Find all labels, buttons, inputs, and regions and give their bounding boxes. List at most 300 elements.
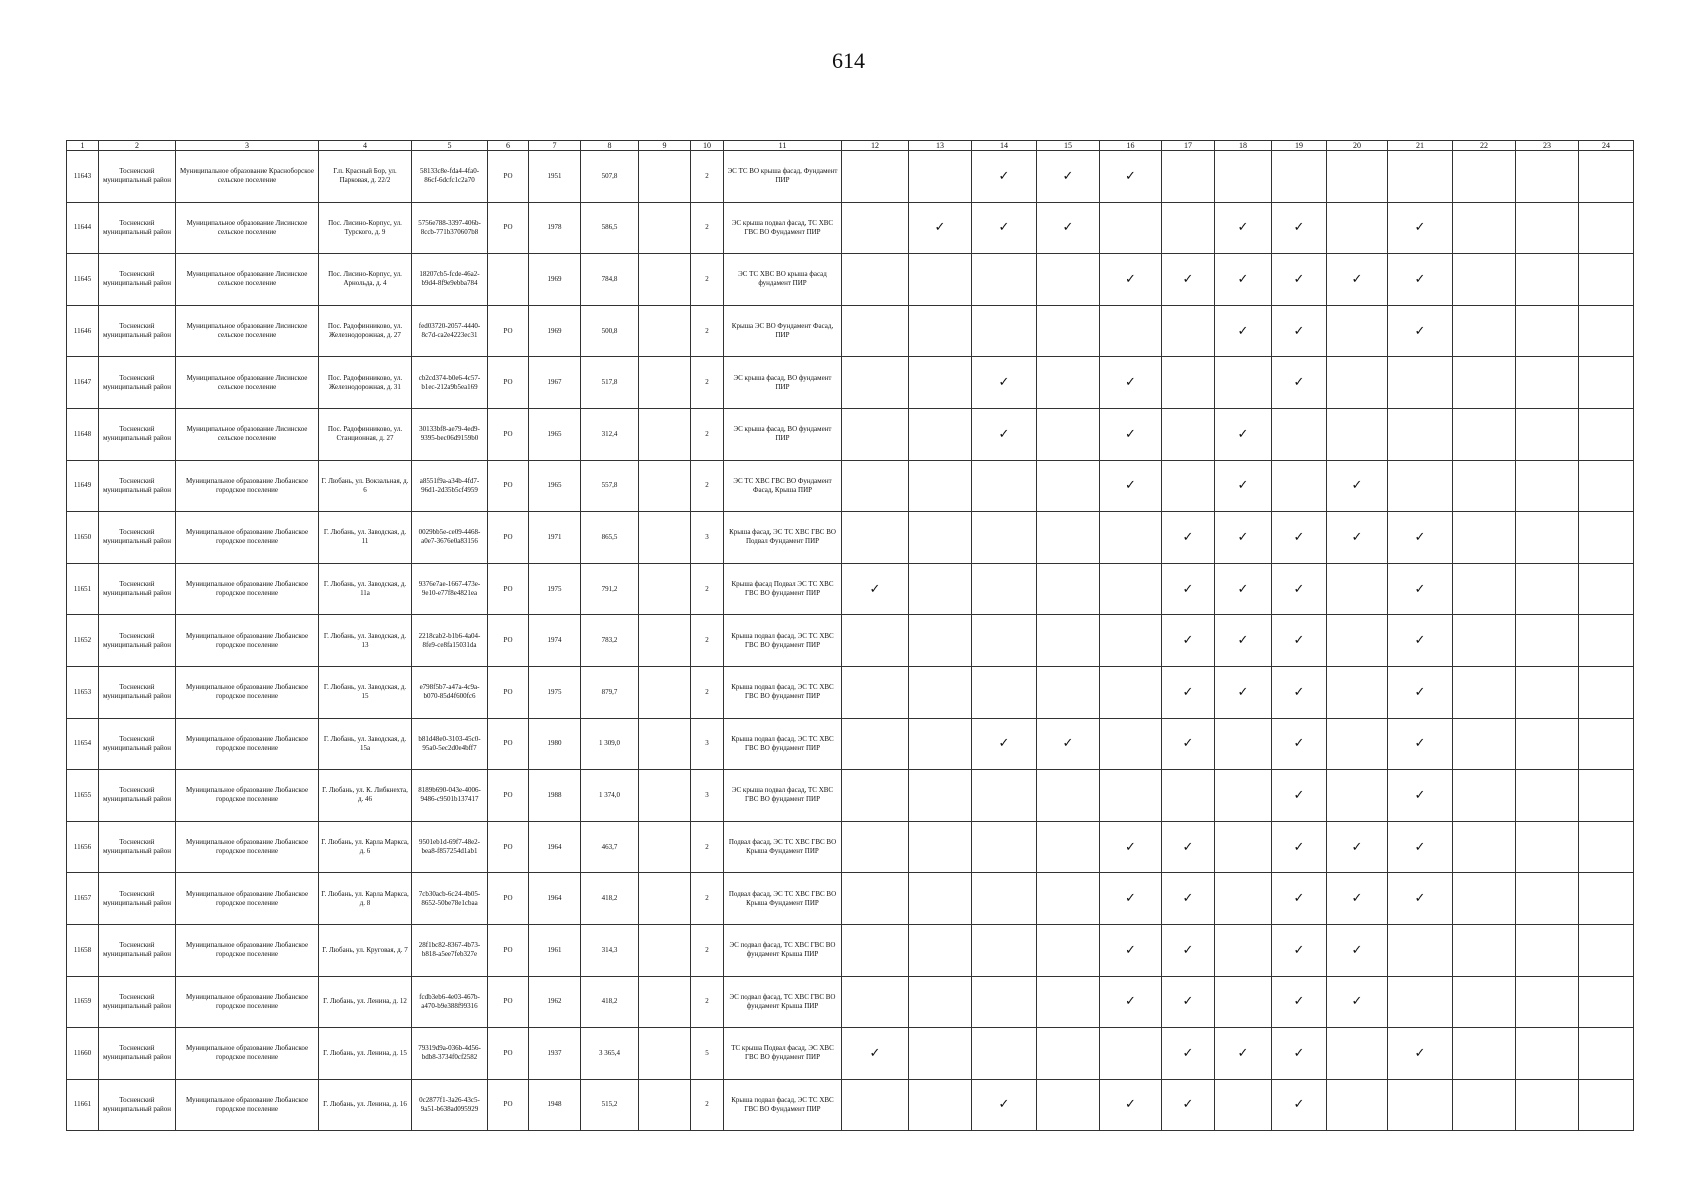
area-value: 418,2: [581, 873, 639, 925]
municipality: Муниципальное образование Любанское городское поселение: [176, 821, 319, 873]
district: Тосненский муниципальный район: [99, 305, 176, 357]
year-built: 1974: [529, 615, 581, 667]
check-mark-icon: ✓: [1272, 615, 1327, 667]
house-id: 0029bb5e-ce09-4468-a0e7-3676e0a83156: [412, 512, 488, 564]
empty-cell: [1037, 512, 1100, 564]
column-header-16: 16: [1100, 141, 1162, 151]
empty-cell: [1516, 254, 1579, 306]
record-number: 11654: [67, 718, 99, 770]
table-row: [67, 666, 1634, 718]
empty-cell: [1579, 666, 1634, 718]
address: Г. Любань, ул. Карла Маркса, д. 6: [319, 821, 412, 873]
empty-cell: [842, 151, 909, 203]
col-9-value: [639, 821, 691, 873]
col-10-value: 2: [691, 821, 724, 873]
col-10-value: 2: [691, 615, 724, 667]
year-built: 1964: [529, 873, 581, 925]
works-list: Подвал фасад, ЭС ТС ХВС ГВС ВО Крыша Фундамент ПИР: [724, 821, 842, 873]
table-body: [67, 151, 1634, 1131]
empty-cell: [909, 357, 972, 409]
empty-cell: [909, 305, 972, 357]
empty-cell: [1162, 408, 1215, 460]
col-10-value: 3: [691, 770, 724, 822]
empty-cell: [1579, 408, 1634, 460]
ownership-type: РО: [488, 924, 529, 976]
check-mark-icon: ✓: [1327, 821, 1388, 873]
municipality: Муниципальное образование Любанское городское поселение: [176, 1079, 319, 1131]
column-header-2: 2: [99, 141, 176, 151]
check-mark-icon: ✓: [1100, 873, 1162, 925]
empty-cell: [1327, 202, 1388, 254]
col-10-value: 2: [691, 976, 724, 1028]
check-mark-icon: ✓: [1272, 873, 1327, 925]
record-number: 11658: [67, 924, 99, 976]
check-mark-icon: ✓: [1272, 512, 1327, 564]
works-list: ЭС крыша подвал фасад, ТС ХВС ГВС ВО Фундамент ПИР: [724, 202, 842, 254]
check-mark-icon: ✓: [1388, 563, 1453, 615]
record-number: 11643: [67, 151, 99, 203]
empty-cell: [1516, 873, 1579, 925]
area-value: 507,8: [581, 151, 639, 203]
municipality: Муниципальное образование Любанское городское поселение: [176, 1028, 319, 1080]
table-row: [67, 512, 1634, 564]
col-10-value: 2: [691, 151, 724, 203]
empty-cell: [1453, 460, 1516, 512]
check-mark-icon: ✓: [972, 408, 1037, 460]
empty-cell: [1516, 770, 1579, 822]
empty-cell: [1100, 666, 1162, 718]
district: Тосненский муниципальный район: [99, 666, 176, 718]
check-mark-icon: ✓: [1215, 512, 1272, 564]
col-9-value: [639, 408, 691, 460]
record-number: 11648: [67, 408, 99, 460]
works-list: Крыша подвал фасад, ЭС ТС ХВС ГВС ВО Фундамент ПИР: [724, 1079, 842, 1131]
house-id: fed03720-2057-4440-8c7d-ca2e4223ec31: [412, 305, 488, 357]
housing-registry-table: [66, 140, 1634, 1131]
empty-cell: [842, 976, 909, 1028]
year-built: 1980: [529, 718, 581, 770]
empty-cell: [1516, 718, 1579, 770]
empty-cell: [1037, 408, 1100, 460]
empty-cell: [1453, 1079, 1516, 1131]
works-list: ЭС ТС ХВС ВО крыша фасад фундамент ПИР: [724, 254, 842, 306]
municipality: Муниципальное образование Любанское городское поселение: [176, 563, 319, 615]
empty-cell: [1579, 976, 1634, 1028]
empty-cell: [1037, 770, 1100, 822]
col-10-value: 3: [691, 718, 724, 770]
col-9-value: [639, 305, 691, 357]
empty-cell: [1516, 460, 1579, 512]
col-10-value: 2: [691, 1079, 724, 1131]
area-value: 515,2: [581, 1079, 639, 1131]
empty-cell: [1579, 770, 1634, 822]
record-number: 11646: [67, 305, 99, 357]
area-value: 517,8: [581, 357, 639, 409]
address: Г. Любань, ул. Ленина, д. 16: [319, 1079, 412, 1131]
column-header-3: 3: [176, 141, 319, 151]
check-mark-icon: ✓: [1388, 770, 1453, 822]
district: Тосненский муниципальный район: [99, 357, 176, 409]
check-mark-icon: ✓: [1100, 1079, 1162, 1131]
empty-cell: [1037, 305, 1100, 357]
empty-cell: [1516, 512, 1579, 564]
col-9-value: [639, 563, 691, 615]
empty-cell: [1327, 1028, 1388, 1080]
col-10-value: 3: [691, 512, 724, 564]
address: Г. Любань, ул. Заводская, д. 15: [319, 666, 412, 718]
column-header-9: 9: [639, 141, 691, 151]
empty-cell: [909, 254, 972, 306]
empty-cell: [1516, 976, 1579, 1028]
table-row: [67, 976, 1634, 1028]
year-built: 1975: [529, 666, 581, 718]
check-mark-icon: ✓: [1388, 821, 1453, 873]
check-mark-icon: ✓: [842, 563, 909, 615]
check-mark-icon: ✓: [1272, 1079, 1327, 1131]
address: Г. Любань, ул. Круговая, д. 7: [319, 924, 412, 976]
check-mark-icon: ✓: [972, 151, 1037, 203]
works-list: Крыша подвал фасад, ЭС ТС ХВС ГВС ВО фундамент ПИР: [724, 666, 842, 718]
empty-cell: [1100, 202, 1162, 254]
table-row: [67, 873, 1634, 925]
address: Пос. Радофинниково, ул. Железнодорожная, д. 27: [319, 305, 412, 357]
column-header-21: 21: [1388, 141, 1453, 151]
table-row: [67, 924, 1634, 976]
page-number: 614: [832, 48, 865, 73]
check-mark-icon: ✓: [842, 1028, 909, 1080]
ownership-type: РО: [488, 305, 529, 357]
empty-cell: [972, 976, 1037, 1028]
house-id: 5756e788-3397-406b-8ccb-771b370607b8: [412, 202, 488, 254]
area-value: 463,7: [581, 821, 639, 873]
empty-cell: [1327, 151, 1388, 203]
ownership-type: РО: [488, 821, 529, 873]
empty-cell: [1453, 1028, 1516, 1080]
check-mark-icon: ✓: [1162, 1028, 1215, 1080]
check-mark-icon: ✓: [1388, 512, 1453, 564]
col-9-value: [639, 924, 691, 976]
empty-cell: [909, 563, 972, 615]
empty-cell: [1162, 151, 1215, 203]
empty-cell: [1453, 924, 1516, 976]
record-number: 11653: [67, 666, 99, 718]
municipality: Муниципальное образование Любанское городское поселение: [176, 770, 319, 822]
area-value: 1 309,0: [581, 718, 639, 770]
empty-cell: [909, 821, 972, 873]
ownership-type: РО: [488, 512, 529, 564]
check-mark-icon: ✓: [1162, 821, 1215, 873]
empty-cell: [1037, 873, 1100, 925]
empty-cell: [842, 821, 909, 873]
empty-cell: [1388, 357, 1453, 409]
address: Г. Любань, ул. Заводская, д. 13: [319, 615, 412, 667]
empty-cell: [1453, 770, 1516, 822]
col-9-value: [639, 718, 691, 770]
empty-cell: [1215, 151, 1272, 203]
district: Тосненский муниципальный район: [99, 408, 176, 460]
column-header-24: 24: [1579, 141, 1634, 151]
empty-cell: [1453, 821, 1516, 873]
empty-cell: [842, 924, 909, 976]
check-mark-icon: ✓: [1388, 615, 1453, 667]
area-value: 784,8: [581, 254, 639, 306]
empty-cell: [1327, 718, 1388, 770]
col-10-value: 2: [691, 202, 724, 254]
empty-cell: [1579, 202, 1634, 254]
address: Г.п. Красный Бор, ул. Парковая, д. 22/2: [319, 151, 412, 203]
works-list: Крыша фасад, ЭС ТС ХВС ГВС ВО Подвал Фундамент ПИР: [724, 512, 842, 564]
empty-cell: [909, 666, 972, 718]
empty-cell: [1272, 151, 1327, 203]
year-built: 1978: [529, 202, 581, 254]
empty-cell: [1215, 873, 1272, 925]
check-mark-icon: ✓: [1327, 976, 1388, 1028]
district: Тосненский муниципальный район: [99, 718, 176, 770]
area-value: 865,5: [581, 512, 639, 564]
empty-cell: [1327, 408, 1388, 460]
empty-cell: [972, 305, 1037, 357]
check-mark-icon: ✓: [1327, 460, 1388, 512]
empty-cell: [972, 460, 1037, 512]
empty-cell: [842, 1079, 909, 1131]
house-id: cb2cd374-b0e6-4c57-b1ec-212a9b5ea169: [412, 357, 488, 409]
table-row: [67, 770, 1634, 822]
house-id: 18207cb5-fcde-46a2-b9d4-8f9e9ebba784: [412, 254, 488, 306]
empty-cell: [1516, 666, 1579, 718]
area-value: 791,2: [581, 563, 639, 615]
empty-cell: [1272, 460, 1327, 512]
column-header-18: 18: [1215, 141, 1272, 151]
empty-cell: [1516, 563, 1579, 615]
area-value: 586,5: [581, 202, 639, 254]
empty-cell: [1100, 615, 1162, 667]
empty-cell: [1037, 1028, 1100, 1080]
col-9-value: [639, 151, 691, 203]
check-mark-icon: ✓: [1162, 666, 1215, 718]
check-mark-icon: ✓: [1100, 976, 1162, 1028]
empty-cell: [1453, 357, 1516, 409]
municipality: Муниципальное образование Лисинское сельское поселение: [176, 408, 319, 460]
district: Тосненский муниципальный район: [99, 770, 176, 822]
check-mark-icon: ✓: [1272, 666, 1327, 718]
empty-cell: [909, 976, 972, 1028]
empty-cell: [909, 615, 972, 667]
empty-cell: [1037, 615, 1100, 667]
house-id: a8551f9a-a34b-4fd7-96d1-2d35b5cf4959: [412, 460, 488, 512]
empty-cell: [1516, 305, 1579, 357]
ownership-type: РО: [488, 770, 529, 822]
column-header-1: 1: [67, 141, 99, 151]
empty-cell: [1327, 563, 1388, 615]
municipality: Муниципальное образование Любанское городское поселение: [176, 666, 319, 718]
empty-cell: [1388, 151, 1453, 203]
check-mark-icon: ✓: [1272, 1028, 1327, 1080]
house-id: 28f1bc82-8367-4b73-b818-a5ee7feb327e: [412, 924, 488, 976]
empty-cell: [909, 512, 972, 564]
empty-cell: [1453, 563, 1516, 615]
table-row: [67, 1028, 1634, 1080]
empty-cell: [1579, 254, 1634, 306]
table-row: [67, 821, 1634, 873]
check-mark-icon: ✓: [972, 357, 1037, 409]
year-built: 1962: [529, 976, 581, 1028]
empty-cell: [1516, 1079, 1579, 1131]
ownership-type: РО: [488, 460, 529, 512]
column-header-23: 23: [1516, 141, 1579, 151]
municipality: Муниципальное образование Любанское городское поселение: [176, 976, 319, 1028]
municipality: Муниципальное образование Любанское городское поселение: [176, 615, 319, 667]
ownership-type: РО: [488, 357, 529, 409]
empty-cell: [842, 770, 909, 822]
empty-cell: [842, 254, 909, 306]
empty-cell: [909, 770, 972, 822]
works-list: ЭС крыша фасад, ВО фундамент ПИР: [724, 357, 842, 409]
ownership-type: РО: [488, 1079, 529, 1131]
check-mark-icon: ✓: [1388, 1028, 1453, 1080]
check-mark-icon: ✓: [1162, 976, 1215, 1028]
check-mark-icon: ✓: [1327, 254, 1388, 306]
works-list: Крыша подвал фасад, ЭС ТС ХВС ГВС ВО фундамент ПИР: [724, 718, 842, 770]
check-mark-icon: ✓: [1037, 151, 1100, 203]
check-mark-icon: ✓: [1100, 254, 1162, 306]
check-mark-icon: ✓: [1215, 563, 1272, 615]
column-header-14: 14: [972, 141, 1037, 151]
empty-cell: [972, 254, 1037, 306]
year-built: 1964: [529, 821, 581, 873]
record-number: 11649: [67, 460, 99, 512]
municipality: Муниципальное образование Лисинское сельское поселение: [176, 357, 319, 409]
empty-cell: [909, 460, 972, 512]
record-number: 11647: [67, 357, 99, 409]
empty-cell: [1215, 976, 1272, 1028]
district: Тосненский муниципальный район: [99, 1028, 176, 1080]
empty-cell: [1579, 512, 1634, 564]
year-built: 1975: [529, 563, 581, 615]
empty-cell: [1100, 563, 1162, 615]
empty-cell: [972, 770, 1037, 822]
col-9-value: [639, 873, 691, 925]
col-9-value: [639, 976, 691, 1028]
house-id: 9501eb1d-69f7-48e2-bea8-f857254d1ab1: [412, 821, 488, 873]
empty-cell: [1037, 666, 1100, 718]
empty-cell: [1579, 718, 1634, 770]
empty-cell: [1579, 924, 1634, 976]
empty-cell: [1516, 357, 1579, 409]
empty-cell: [842, 202, 909, 254]
empty-cell: [842, 512, 909, 564]
empty-cell: [1516, 821, 1579, 873]
check-mark-icon: ✓: [1162, 512, 1215, 564]
check-mark-icon: ✓: [1388, 666, 1453, 718]
column-header-22: 22: [1453, 141, 1516, 151]
check-mark-icon: ✓: [1272, 976, 1327, 1028]
empty-cell: [1516, 151, 1579, 203]
column-header-12: 12: [842, 141, 909, 151]
empty-cell: [1453, 718, 1516, 770]
check-mark-icon: ✓: [1327, 512, 1388, 564]
district: Тосненский муниципальный район: [99, 873, 176, 925]
empty-cell: [1516, 924, 1579, 976]
record-number: 11657: [67, 873, 99, 925]
empty-cell: [842, 666, 909, 718]
check-mark-icon: ✓: [1162, 615, 1215, 667]
house-id: 30133bf8-ae79-4ed9-9395-bec06d9159b0: [412, 408, 488, 460]
area-value: 879,7: [581, 666, 639, 718]
empty-cell: [1037, 357, 1100, 409]
check-mark-icon: ✓: [1215, 202, 1272, 254]
house-id: 58133c8e-fda4-4fa0-86cf-6dcfc1c2a70: [412, 151, 488, 203]
column-header-13: 13: [909, 141, 972, 151]
empty-cell: [1100, 1028, 1162, 1080]
empty-cell: [1162, 305, 1215, 357]
empty-cell: [1037, 1079, 1100, 1131]
check-mark-icon: ✓: [1327, 873, 1388, 925]
house-id: e798f5b7-a47a-4c9a-b070-85d4f600fc6: [412, 666, 488, 718]
empty-cell: [909, 873, 972, 925]
check-mark-icon: ✓: [1215, 460, 1272, 512]
district: Тосненский муниципальный район: [99, 254, 176, 306]
col-9-value: [639, 254, 691, 306]
works-list: ЭС подвал фасад, ТС ХВС ГВС ВО фундамент Крыша ПИР: [724, 924, 842, 976]
year-built: 1971: [529, 512, 581, 564]
empty-cell: [1453, 254, 1516, 306]
col-9-value: [639, 1079, 691, 1131]
record-number: 11656: [67, 821, 99, 873]
empty-cell: [909, 1028, 972, 1080]
col-9-value: [639, 615, 691, 667]
empty-cell: [1453, 202, 1516, 254]
address: Г. Любань, ул. Карла Маркса, д. 8: [319, 873, 412, 925]
area-value: 557,8: [581, 460, 639, 512]
empty-cell: [1388, 1079, 1453, 1131]
house-id: 9376e7ae-1667-473e-9e10-e77f8e4821ea: [412, 563, 488, 615]
check-mark-icon: ✓: [1388, 254, 1453, 306]
works-list: ЭС ТС ВО крыша фасад, Фундамент ПИР: [724, 151, 842, 203]
check-mark-icon: ✓: [1162, 1079, 1215, 1131]
check-mark-icon: ✓: [1388, 718, 1453, 770]
record-number: 11650: [67, 512, 99, 564]
empty-cell: [1388, 924, 1453, 976]
empty-cell: [1388, 976, 1453, 1028]
address: Г. Любань, ул. Ленина, д. 15: [319, 1028, 412, 1080]
empty-cell: [1037, 976, 1100, 1028]
house-id: 0c2877f1-3a26-43c5-9a51-b638ad095929: [412, 1079, 488, 1131]
col-9-value: [639, 770, 691, 822]
record-number: 11644: [67, 202, 99, 254]
district: Тосненский муниципальный район: [99, 512, 176, 564]
empty-cell: [1453, 666, 1516, 718]
table-row: [67, 615, 1634, 667]
empty-cell: [1579, 305, 1634, 357]
municipality: Муниципальное образование Любанское городское поселение: [176, 873, 319, 925]
column-header-19: 19: [1272, 141, 1327, 151]
works-list: Крыша ЭС ВО Фундамент Фасад, ПИР: [724, 305, 842, 357]
col-10-value: 2: [691, 924, 724, 976]
year-built: 1937: [529, 1028, 581, 1080]
year-built: 1965: [529, 460, 581, 512]
empty-cell: [1453, 873, 1516, 925]
empty-cell: [1579, 1079, 1634, 1131]
column-header-7: 7: [529, 141, 581, 151]
district: Тосненский муниципальный район: [99, 563, 176, 615]
empty-cell: [842, 408, 909, 460]
empty-cell: [1453, 512, 1516, 564]
address: Г. Любань, ул. К. Либкнехта, д. 46: [319, 770, 412, 822]
year-built: 1988: [529, 770, 581, 822]
column-header-17: 17: [1162, 141, 1215, 151]
works-list: ТС крыша Подвал фасад, ЭС ХВС ГВС ВО фундамент ПИР: [724, 1028, 842, 1080]
check-mark-icon: ✓: [1037, 202, 1100, 254]
